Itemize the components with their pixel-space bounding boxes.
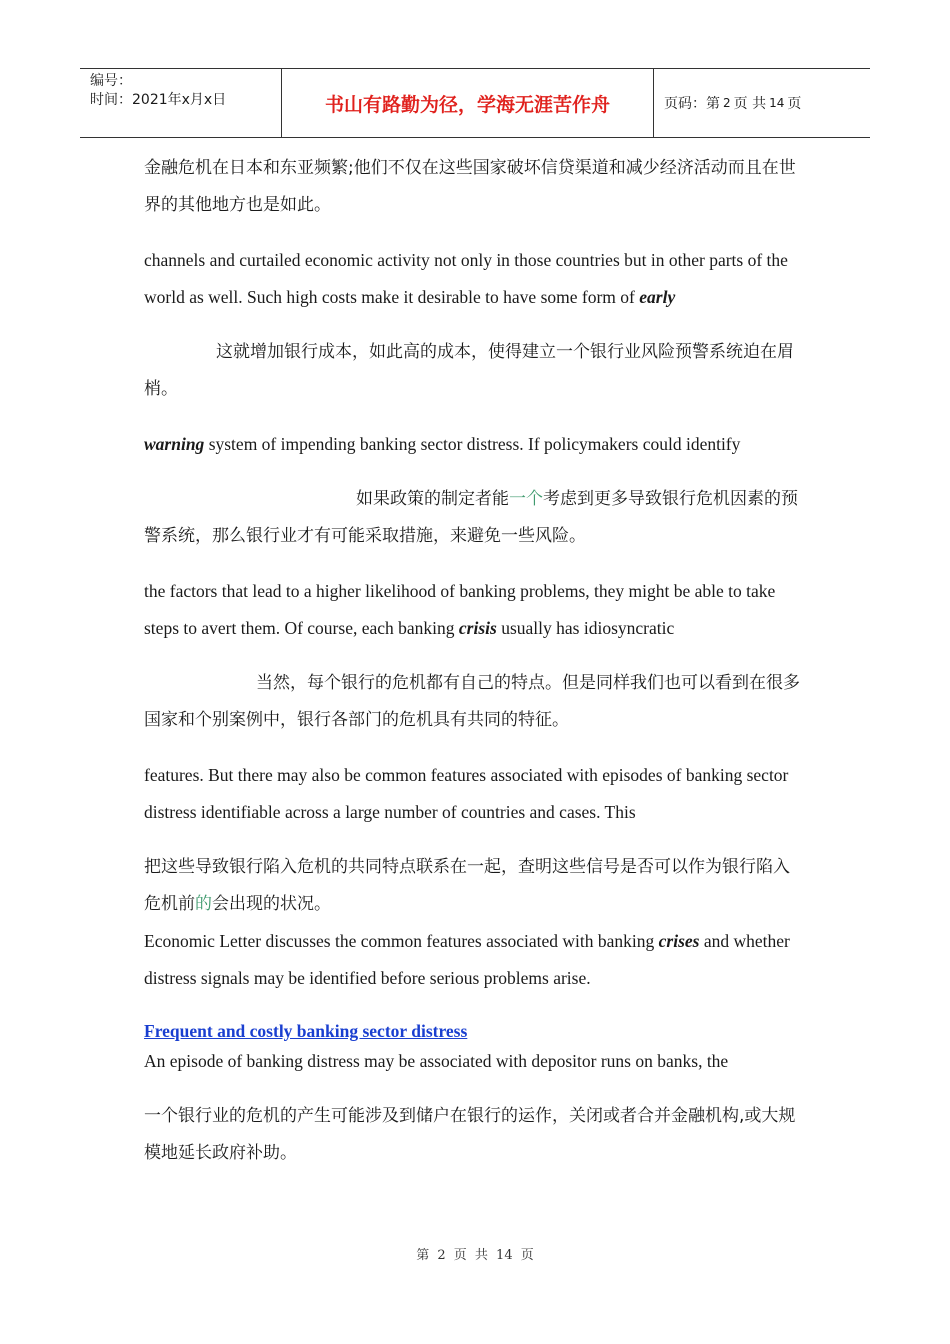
emphasis-warning: warning	[144, 434, 205, 454]
paragraph-en-2-text: system of impending banking sector distress. If policymakers could identify	[204, 434, 741, 454]
highlight-green-2: 的	[195, 894, 212, 914]
paragraph-en-1	[144, 242, 804, 316]
emphasis-crisis: crisis	[458, 618, 497, 638]
page-prefix: 页码：第	[664, 96, 720, 112]
section-heading-link[interactable]: Frequent and costly banking sector distress	[144, 1021, 468, 1041]
paragraph-cn-4: 当然，每个银行的危机都有自己的特点。但是同样我们也可以看到在很多国家和个别案例中，银行各部门的危机具有共同的特征。	[144, 673, 800, 730]
paragraph-cn-5-a: 把这些导致银行陷入危机的共同特点联系在一起，查明这些信号是否可以作为银行陷入危机前	[144, 857, 790, 914]
paragraph-cn-3-b: 考虑到更多导致银行危机因素的预警系统，那么银行业才有可能采取措施，来避免一些风险。	[144, 489, 798, 546]
page-mid: 页 共	[733, 96, 767, 112]
paragraph-en-5-a: Economic Letter discusses the common features associated with banking	[144, 931, 659, 951]
paragraph-en-2	[144, 426, 804, 463]
header-meta	[80, 69, 281, 137]
number-label: 编号：	[90, 73, 132, 89]
paragraph-cn-5	[144, 849, 804, 923]
paragraph-cn-2: 这就增加银行成本，如此高的成本，使得建立一个银行业风险预警系统迫在眉梢。	[144, 342, 794, 399]
paragraph-en-3	[144, 573, 804, 647]
page-suffix: 页	[787, 96, 802, 112]
paragraph-en-5-b: and whether distress signals may be identified before serious problems arise.	[144, 931, 790, 988]
paragraph-cn-6: 一个银行业的危机的产生可能涉及到储户在银行的运作，关闭或者合并金融机构,或大规模地延长政府补助。	[144, 1106, 796, 1163]
time-label: 时间：2021年x月x日	[90, 92, 227, 108]
page-header	[80, 68, 870, 138]
paragraph-en-3-b: usually has idiosyncratic	[496, 618, 675, 638]
paragraph-cn-5-b: 会出现的状况。	[212, 894, 331, 914]
document-body	[144, 150, 804, 1172]
page-total: 14	[769, 96, 785, 110]
paragraph-cn-1: 金融危机在日本和东亚频繁;他们不仅在这些国家破坏信贷渠道和减少经济活动而且在世界的其他地方也是如此。	[144, 158, 796, 215]
paragraph-cn-3	[144, 481, 804, 555]
page-current: 2	[723, 96, 731, 110]
paragraph-cn-3-a: 如果政策的制定者能	[356, 489, 509, 509]
header-motto: 书山有路勤为径，学海无涯苦作舟	[281, 69, 654, 137]
emphasis-crises: crises	[658, 931, 700, 951]
header-page-info	[654, 69, 870, 137]
emphasis-early: early	[639, 287, 676, 307]
paragraph-en-3-a: the factors that lead to a higher likelihood of banking problems, they might be able to take steps to avert them. Of course, each banking	[144, 581, 776, 638]
page-footer: 第 2 页 共 14 页	[416, 1248, 534, 1263]
paragraph-en-6: An episode of banking distress may be associated with depositor runs on banks, the	[144, 1051, 729, 1071]
paragraph-en-5	[144, 923, 804, 997]
highlight-green-1: 一个	[509, 489, 543, 509]
paragraph-en-4: features. But there may also be common features associated with episodes of banking sector distress identifiable across a large number of countries and cases. This	[144, 765, 789, 822]
paragraph-en-1-text: channels and curtailed economic activity not only in those countries but in other parts of the world as well. Such high costs make it desirable to have some form of	[144, 250, 788, 307]
section-heading	[144, 1019, 804, 1043]
